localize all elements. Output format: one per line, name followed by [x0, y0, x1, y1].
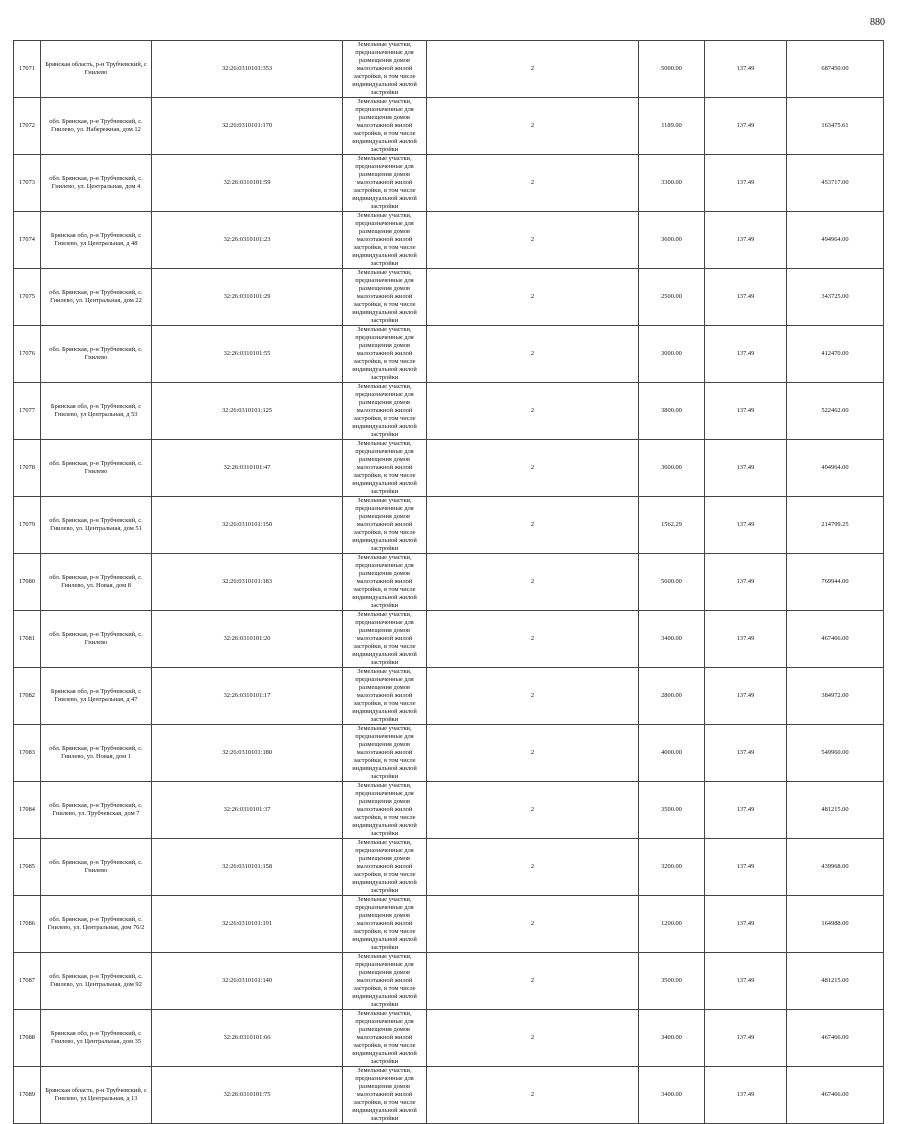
- specific-value-cell: 137.49: [705, 896, 787, 953]
- area-cell: 1189.00: [639, 98, 705, 155]
- land-use-cell: Земельные участки, предназначенные для размещения домов малоэтажной жилой застройки, в том числе индивидуальной жилой застройки: [343, 497, 427, 554]
- land-use-cell: Земельные участки, предназначенные для размещения домов малоэтажной жилой застройки, в том числе индивидуальной жилой застройки: [343, 953, 427, 1010]
- address-cell: обл. Брянская, р-н Трубчевский, с. Гнилево, ул. Трубчевская, дом 7: [41, 782, 152, 839]
- record-number-cell: 17073: [14, 155, 41, 212]
- cadastral-value-cell: 453717.00: [787, 155, 884, 212]
- specific-value-cell: 137.49: [705, 1067, 787, 1124]
- cadastral-number-cell: 32:26:0310101:29: [152, 269, 343, 326]
- specific-value-cell: 137.49: [705, 497, 787, 554]
- land-use-cell: Земельные участки, предназначенные для размещения домов малоэтажной жилой застройки, в том числе индивидуальной жилой застройки: [343, 1067, 427, 1124]
- record-number-cell: 17085: [14, 839, 41, 896]
- specific-value-cell: 137.49: [705, 41, 787, 98]
- specific-value-cell: 137.49: [705, 383, 787, 440]
- address-cell: Брянская обл, р-н Трубчевский, с Гнилево, ул Центральная, д 53: [41, 383, 152, 440]
- land-use-cell: Земельные участки, предназначенные для размещения домов малоэтажной жилой застройки, в том числе индивидуальной жилой застройки: [343, 269, 427, 326]
- group-code-cell: 2: [427, 1010, 639, 1067]
- area-cell: 3300.00: [639, 155, 705, 212]
- land-plots-table: [13, 40, 884, 1124]
- cadastral-number-cell: 32:26:0310101:59: [152, 155, 343, 212]
- cadastral-number-cell: 32:26:0310101:75: [152, 1067, 343, 1124]
- cadastral-value-cell: 467466.00: [787, 1067, 884, 1124]
- record-number-cell: 17082: [14, 668, 41, 725]
- group-code-cell: 2: [427, 1067, 639, 1124]
- address-cell: обл. Брянская, р-н Трубчевский, с. Гнилево, ул. Центральная, дом 22: [41, 269, 152, 326]
- cadastral-value-cell: 467466.00: [787, 1010, 884, 1067]
- land-use-cell: Земельные участки, предназначенные для размещения домов малоэтажной жилой застройки, в том числе индивидуальной жилой застройки: [343, 668, 427, 725]
- cadastral-number-cell: 32:26:0310101:23: [152, 212, 343, 269]
- address-cell: Брянская обл, р-н Трубчевский, с Гнилево, ул Центральная, дом 35: [41, 1010, 152, 1067]
- record-number-cell: 17086: [14, 896, 41, 953]
- table-row: [14, 668, 884, 725]
- table-row: [14, 41, 884, 98]
- specific-value-cell: 137.49: [705, 269, 787, 326]
- group-code-cell: 2: [427, 839, 639, 896]
- cadastral-number-cell: 32:26:0310101:150: [152, 497, 343, 554]
- address-cell: обл. Брянская, р-н Трубчевский, с. Гнилево, ул. Центральная, дом 92: [41, 953, 152, 1010]
- record-number-cell: 17078: [14, 440, 41, 497]
- table-row: [14, 497, 884, 554]
- record-number-cell: 17081: [14, 611, 41, 668]
- specific-value-cell: 137.49: [705, 155, 787, 212]
- cadastral-number-cell: 32:26:0310101:47: [152, 440, 343, 497]
- area-cell: 3400.00: [639, 1010, 705, 1067]
- address-cell: Брянская область, р-н Трубчевский, с Гнилево: [41, 41, 152, 98]
- record-number-cell: 17087: [14, 953, 41, 1010]
- address-cell: обл. Брянская, р-н Трубчевский, с. Гнилево, ул. Набережная, дом 12: [41, 98, 152, 155]
- table-row: [14, 839, 884, 896]
- land-use-cell: Земельные участки, предназначенные для размещения домов малоэтажной жилой застройки, в том числе индивидуальной жилой застройки: [343, 383, 427, 440]
- group-code-cell: 2: [427, 383, 639, 440]
- area-cell: 1200.00: [639, 896, 705, 953]
- group-code-cell: 2: [427, 725, 639, 782]
- specific-value-cell: 137.49: [705, 326, 787, 383]
- cadastral-value-cell: 481215.00: [787, 782, 884, 839]
- area-cell: 4000.00: [639, 725, 705, 782]
- cadastral-value-cell: 343725.00: [787, 269, 884, 326]
- record-number-cell: 17079: [14, 497, 41, 554]
- cadastral-value-cell: 439968.00: [787, 839, 884, 896]
- address-cell: Брянская обл, р-н Трубчевский, с Гнилево, ул Центральная, д 47: [41, 668, 152, 725]
- record-number-cell: 17084: [14, 782, 41, 839]
- address-cell: обл. Брянская, р-н Трубчевский, с. Гнилево, ул. Центральная, дом 51: [41, 497, 152, 554]
- address-cell: Брянская обл, р-н Трубчевский, с Гнилево, ул Центральная, д 48: [41, 212, 152, 269]
- specific-value-cell: 137.49: [705, 1010, 787, 1067]
- table-row: [14, 896, 884, 953]
- cadastral-value-cell: 163475.61: [787, 98, 884, 155]
- specific-value-cell: 137.49: [705, 782, 787, 839]
- cadastral-number-cell: 32:26:0310101:55: [152, 326, 343, 383]
- specific-value-cell: 137.49: [705, 98, 787, 155]
- table-row: [14, 725, 884, 782]
- cadastral-number-cell: 32:26:0310101:158: [152, 839, 343, 896]
- specific-value-cell: 137.49: [705, 611, 787, 668]
- table-row: [14, 611, 884, 668]
- group-code-cell: 2: [427, 269, 639, 326]
- table-row: [14, 782, 884, 839]
- land-use-cell: Земельные участки, предназначенные для размещения домов малоэтажной жилой застройки, в том числе индивидуальной жилой застройки: [343, 1010, 427, 1067]
- land-use-cell: Земельные участки, предназначенные для размещения домов малоэтажной жилой застройки, в том числе индивидуальной жилой застройки: [343, 725, 427, 782]
- group-code-cell: 2: [427, 782, 639, 839]
- specific-value-cell: 137.49: [705, 725, 787, 782]
- cadastral-value-cell: 467466.00: [787, 611, 884, 668]
- cadastral-value-cell: 412470.00: [787, 326, 884, 383]
- cadastral-value-cell: 481215.00: [787, 953, 884, 1010]
- area-cell: 5600.00: [639, 554, 705, 611]
- table-row: [14, 1010, 884, 1067]
- address-cell: обл. Брянская, р-н Трубчевский, с. Гнилево, ул. Центральная, дом 76/2: [41, 896, 152, 953]
- table-row: [14, 155, 884, 212]
- cadastral-number-cell: 32:26:0310101:353: [152, 41, 343, 98]
- area-cell: 3600.00: [639, 440, 705, 497]
- land-use-cell: Земельные участки, предназначенные для размещения домов малоэтажной жилой застройки, в том числе индивидуальной жилой застройки: [343, 440, 427, 497]
- group-code-cell: 2: [427, 41, 639, 98]
- record-number-cell: 17072: [14, 98, 41, 155]
- address-cell: обл. Брянская, р-н Трубчевский, с. Гнилево, ул. Центральная, дом 4: [41, 155, 152, 212]
- table-row: [14, 440, 884, 497]
- cadastral-value-cell: 494964.00: [787, 440, 884, 497]
- record-number-cell: 17080: [14, 554, 41, 611]
- specific-value-cell: 137.49: [705, 839, 787, 896]
- group-code-cell: 2: [427, 668, 639, 725]
- group-code-cell: 2: [427, 155, 639, 212]
- group-code-cell: 2: [427, 212, 639, 269]
- cadastral-number-cell: 32:26:0310101:191: [152, 896, 343, 953]
- address-cell: обл. Брянская, р-н Трубчевский, с. Гнилево, ул. Новая, дом 8: [41, 554, 152, 611]
- land-use-cell: Земельные участки, предназначенные для размещения домов малоэтажной жилой застройки, в том числе индивидуальной жилой застройки: [343, 611, 427, 668]
- cadastral-number-cell: 32:26:0310101:125: [152, 383, 343, 440]
- area-cell: 3200.00: [639, 839, 705, 896]
- area-cell: 1562.29: [639, 497, 705, 554]
- cadastral-number-cell: 32:26:0310101:183: [152, 554, 343, 611]
- record-number-cell: 17076: [14, 326, 41, 383]
- record-number-cell: 17074: [14, 212, 41, 269]
- land-use-cell: Земельные участки, предназначенные для размещения домов малоэтажной жилой застройки, в том числе индивидуальной жилой застройки: [343, 326, 427, 383]
- cadastral-number-cell: 32:26:0310101:180: [152, 725, 343, 782]
- record-number-cell: 17083: [14, 725, 41, 782]
- specific-value-cell: 137.49: [705, 212, 787, 269]
- land-use-cell: Земельные участки, предназначенные для размещения домов малоэтажной жилой застройки, в том числе индивидуальной жилой застройки: [343, 212, 427, 269]
- area-cell: 3400.00: [639, 611, 705, 668]
- address-cell: обл. Брянская, р-н Трубчевский, с. Гнилево: [41, 440, 152, 497]
- address-cell: обл. Брянская, р-н Трубчевский, с. Гнилево: [41, 611, 152, 668]
- area-cell: 3000.00: [639, 326, 705, 383]
- area-cell: 2800.00: [639, 668, 705, 725]
- area-cell: 3400.00: [639, 1067, 705, 1124]
- specific-value-cell: 137.49: [705, 440, 787, 497]
- group-code-cell: 2: [427, 554, 639, 611]
- cadastral-value-cell: 769944.00: [787, 554, 884, 611]
- land-use-cell: Земельные участки, предназначенные для размещения домов малоэтажной жилой застройки, в том числе индивидуальной жилой застройки: [343, 98, 427, 155]
- area-cell: 3500.00: [639, 953, 705, 1010]
- table-row: [14, 953, 884, 1010]
- cadastral-number-cell: 32:26:0310101:170: [152, 98, 343, 155]
- page-number: 880: [870, 17, 885, 28]
- table-row: [14, 98, 884, 155]
- group-code-cell: 2: [427, 953, 639, 1010]
- land-use-cell: Земельные участки, предназначенные для размещения домов малоэтажной жилой застройки, в том числе индивидуальной жилой застройки: [343, 41, 427, 98]
- cadastral-number-cell: 32:26:0310101:20: [152, 611, 343, 668]
- specific-value-cell: 137.49: [705, 554, 787, 611]
- cadastral-number-cell: 32:26:0310101:66: [152, 1010, 343, 1067]
- group-code-cell: 2: [427, 326, 639, 383]
- group-code-cell: 2: [427, 440, 639, 497]
- table-row: [14, 212, 884, 269]
- record-number-cell: 17088: [14, 1010, 41, 1067]
- cadastral-value-cell: 522462.00: [787, 383, 884, 440]
- address-cell: обл. Брянская, р-н Трубчевский, с. Гнилево, ул. Новая, дом 1: [41, 725, 152, 782]
- record-number-cell: 17089: [14, 1067, 41, 1124]
- cadastral-number-cell: 32:26:0310101:37: [152, 782, 343, 839]
- area-cell: 3800.00: [639, 383, 705, 440]
- cadastral-number-cell: 32:26:0310101:17: [152, 668, 343, 725]
- address-cell: Брянская область, р-н Трубчевский, с Гнилево, ул Центральная, д 13: [41, 1067, 152, 1124]
- cadastral-value-cell: 164988.00: [787, 896, 884, 953]
- group-code-cell: 2: [427, 497, 639, 554]
- record-number-cell: 17077: [14, 383, 41, 440]
- address-cell: обл. Брянская, р-н Трубчевский, с. Гнилево: [41, 839, 152, 896]
- group-code-cell: 2: [427, 896, 639, 953]
- land-use-cell: Земельные участки, предназначенные для размещения домов малоэтажной жилой застройки, в том числе индивидуальной жилой застройки: [343, 896, 427, 953]
- cadastral-value-cell: 384972.00: [787, 668, 884, 725]
- area-cell: 5000.00: [639, 41, 705, 98]
- cadastral-value-cell: 687450.00: [787, 41, 884, 98]
- group-code-cell: 2: [427, 98, 639, 155]
- record-number-cell: 17071: [14, 41, 41, 98]
- land-use-cell: Земельные участки, предназначенные для размещения домов малоэтажной жилой застройки, в том числе индивидуальной жилой застройки: [343, 839, 427, 896]
- land-use-cell: Земельные участки, предназначенные для размещения домов малоэтажной жилой застройки, в том числе индивидуальной жилой застройки: [343, 554, 427, 611]
- cadastral-value-cell: 549960.00: [787, 725, 884, 782]
- area-cell: 2500.00: [639, 269, 705, 326]
- land-use-cell: Земельные участки, предназначенные для размещения домов малоэтажной жилой застройки, в том числе индивидуальной жилой застройки: [343, 782, 427, 839]
- table-row: [14, 269, 884, 326]
- table-row: [14, 554, 884, 611]
- cadastral-value-cell: 494964.00: [787, 212, 884, 269]
- cadastral-number-cell: 32:26:0310101:140: [152, 953, 343, 1010]
- land-use-cell: Земельные участки, предназначенные для размещения домов малоэтажной жилой застройки, в том числе индивидуальной жилой застройки: [343, 155, 427, 212]
- table-row: [14, 326, 884, 383]
- area-cell: 3600.00: [639, 212, 705, 269]
- specific-value-cell: 137.49: [705, 668, 787, 725]
- specific-value-cell: 137.49: [705, 953, 787, 1010]
- table-body: [14, 41, 884, 1124]
- record-number-cell: 17075: [14, 269, 41, 326]
- address-cell: обл. Брянская, р-н Трубчевский, с. Гнилево: [41, 326, 152, 383]
- area-cell: 3500.00: [639, 782, 705, 839]
- cadastral-value-cell: 214799.25: [787, 497, 884, 554]
- table-row: [14, 1067, 884, 1124]
- table-row: [14, 383, 884, 440]
- group-code-cell: 2: [427, 611, 639, 668]
